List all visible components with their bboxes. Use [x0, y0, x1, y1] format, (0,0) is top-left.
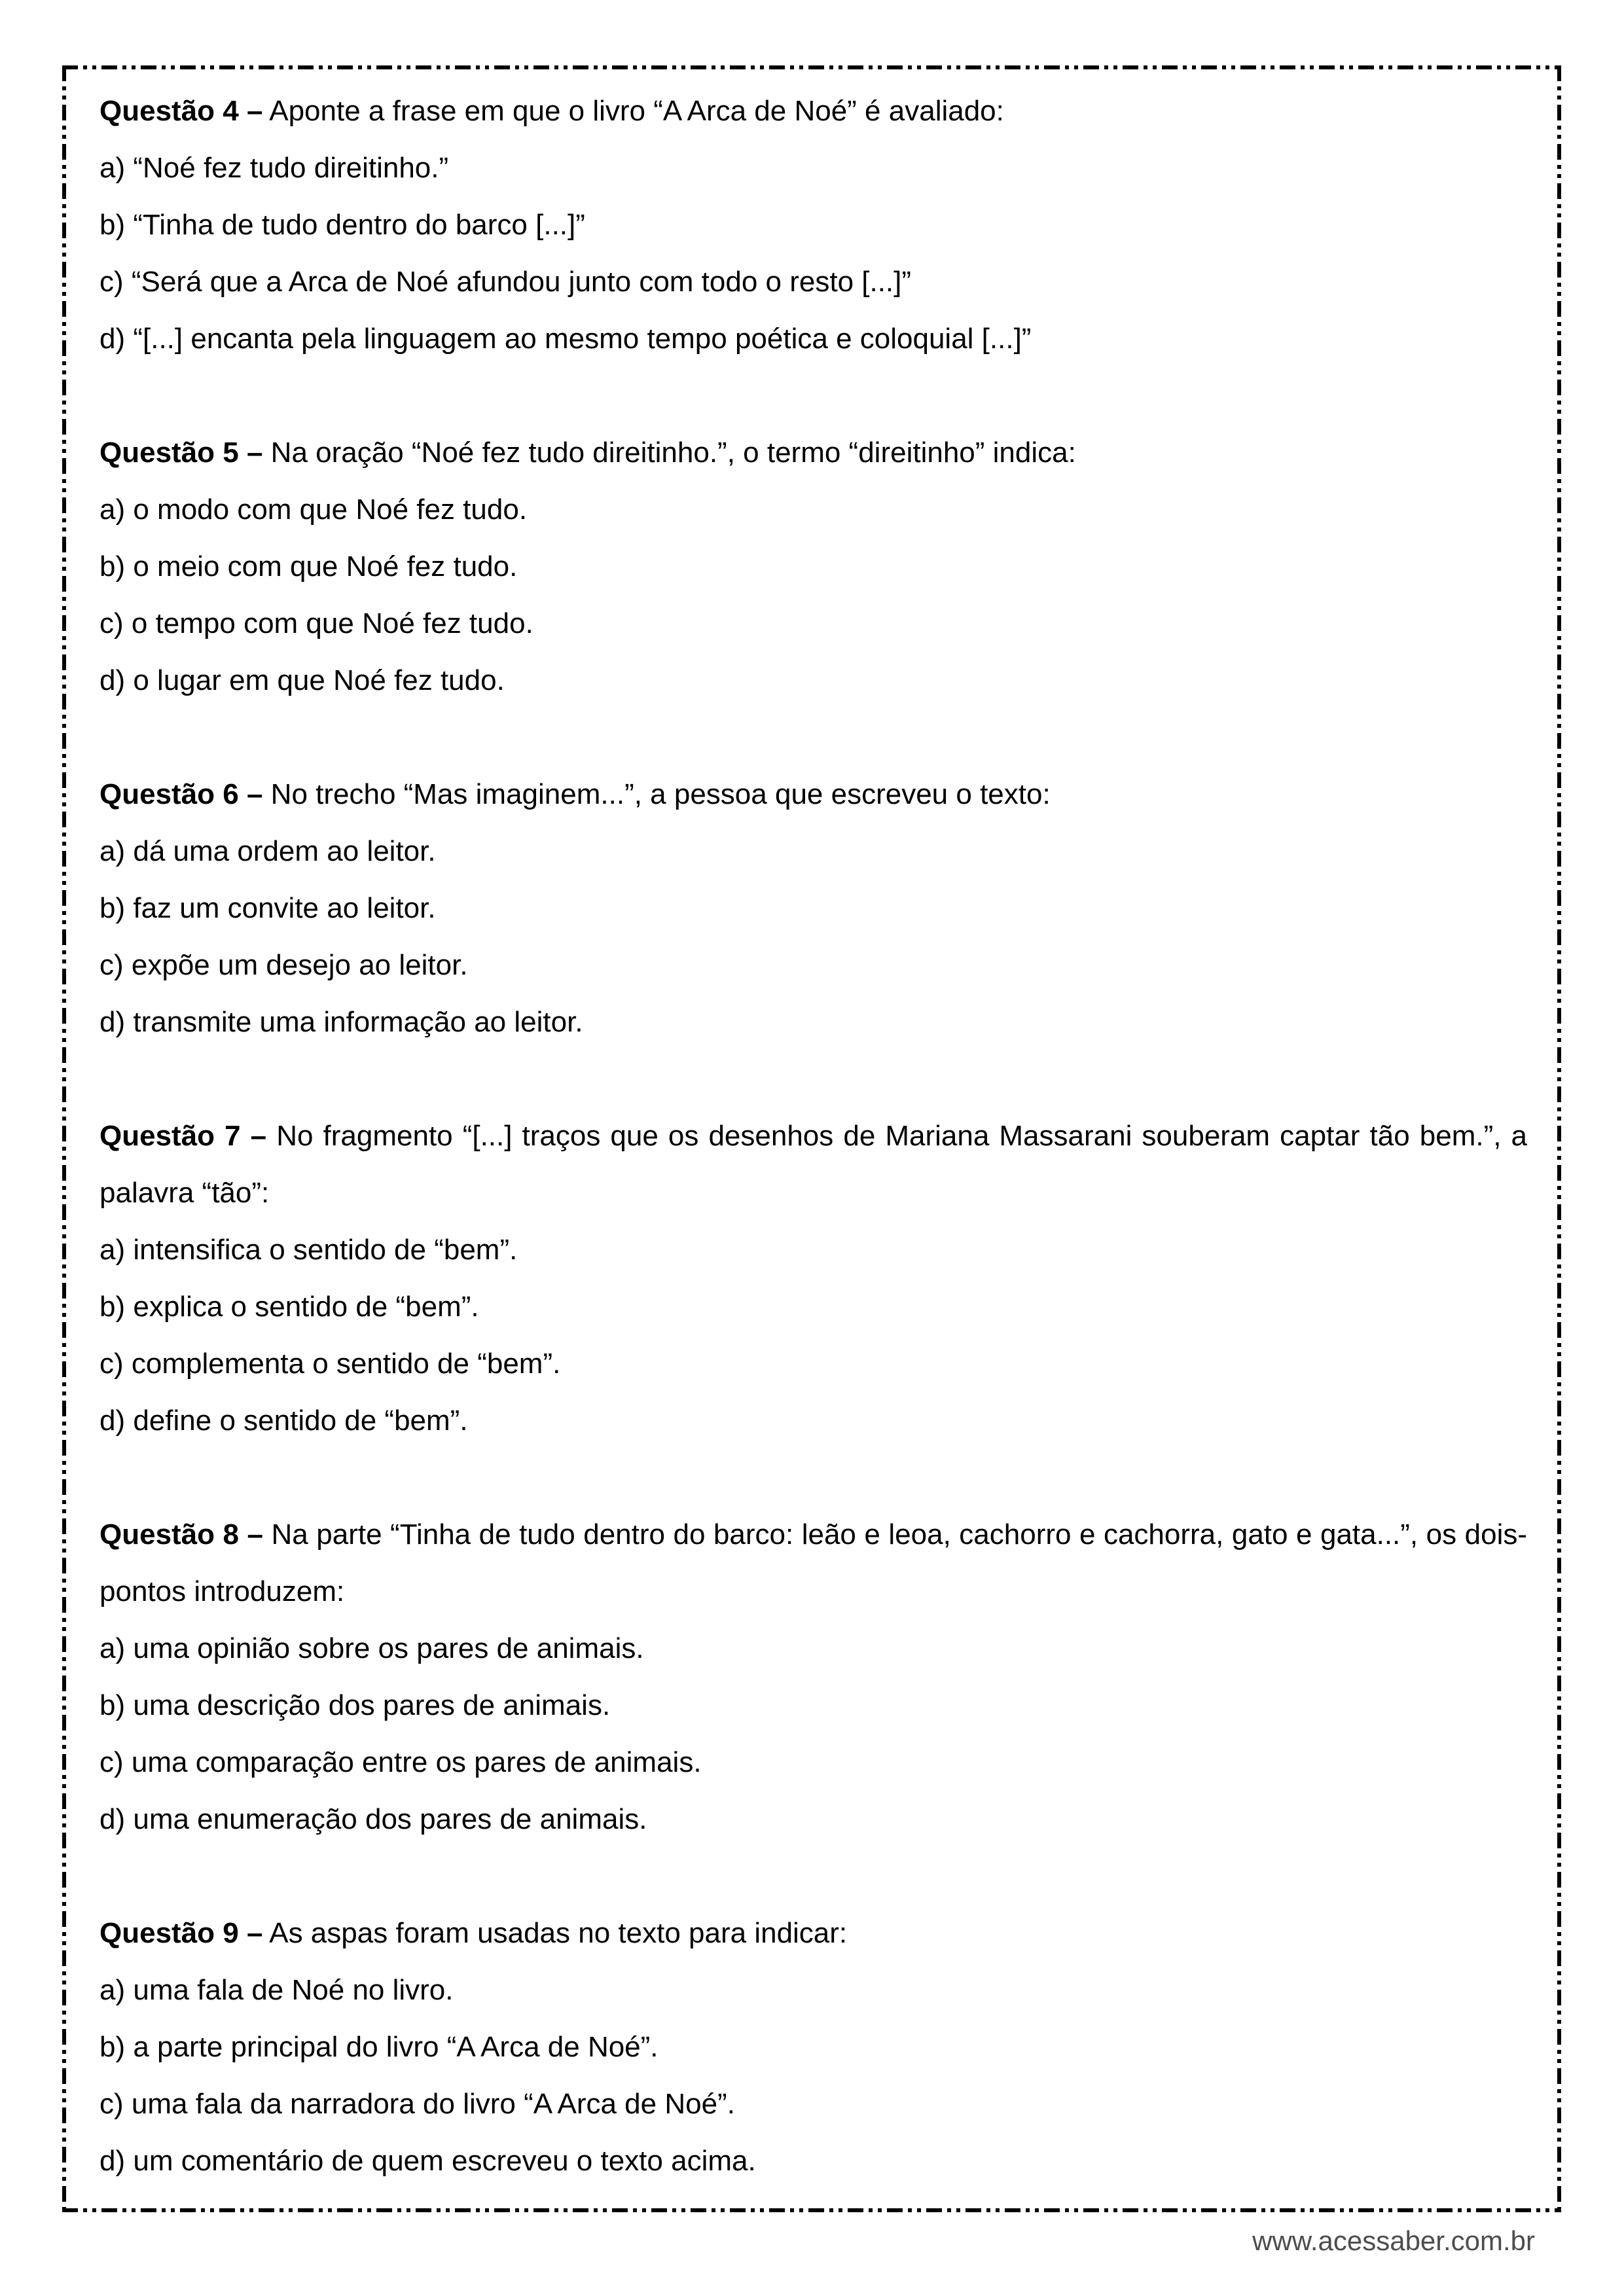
question-block-8: [99, 1506, 1527, 1848]
question-prompt: As aspas foram usadas no texto para indicar:: [269, 1917, 848, 1949]
question-prompt: Na oração “Noé fez tudo direitinho.”, o termo “direitinho” indica:: [270, 437, 1076, 469]
answer-option-a: a) intensifica o sentido de “bem”.: [99, 1234, 518, 1266]
question-prompt: Aponte a frase em que o livro “A Arca de Noé” é avaliado:: [269, 95, 1004, 127]
question-title: [99, 1905, 1527, 1962]
answer-option-a: a) dá uma ordem ao leitor.: [99, 835, 436, 867]
answer-option-d: d) o lugar em que Noé fez tudo.: [99, 664, 505, 696]
answer-option-c: c) “Será que a Arca de Noé afundou junto com todo o resto [...]”: [99, 266, 912, 298]
question-number-label: Questão 8 –: [99, 1518, 263, 1551]
question-prompt: No trecho “Mas imaginem...”, a pessoa que escreveu o texto:: [270, 778, 1051, 810]
answer-option-d: d) um comentário de quem escreveu o texto acima.: [99, 2145, 756, 2177]
answer-option-b: b) uma descrição dos pares de animais.: [99, 1689, 611, 1721]
question-block-7: [99, 1107, 1527, 1449]
answer-option-c: c) complementa o sentido de “bem”.: [99, 1348, 561, 1380]
answer-option-b: b) o meio com que Noé fez tudo.: [99, 550, 518, 583]
answer-option-d: d) transmite uma informação ao leitor.: [99, 1006, 583, 1038]
answer-option-a: a) o modo com que Noé fez tudo.: [99, 493, 528, 526]
worksheet-border: [62, 65, 1561, 2212]
question-number-label: Questão 9 –: [99, 1917, 263, 1949]
answer-option-d: d) define o sentido de “bem”.: [99, 1405, 468, 1437]
question-title: [99, 766, 1527, 823]
question-number-label: Questão 6 –: [99, 778, 263, 810]
answer-option-c: c) uma fala da narradora do livro “A Arca de Noé”.: [99, 2088, 735, 2120]
question-prompt: No fragmento “[...] traços que os desenhos de Mariana Massarani souberam captar tão bem.”, a palavra “tão”:: [99, 1120, 1527, 1209]
answer-option-a: a) uma opinião sobre os pares de animais.: [99, 1632, 644, 1664]
footer-url[interactable]: www.acessaber.com.br: [1252, 2225, 1535, 2256]
answer-option-d: d) uma enumeração dos pares de animais.: [99, 1803, 647, 1835]
answer-option-c: c) expõe um desejo ao leitor.: [99, 949, 468, 981]
questions-area: [62, 65, 1561, 2212]
answer-option-b: b) faz um convite ao leitor.: [99, 892, 436, 924]
question-number-label: Questão 5 –: [99, 437, 263, 469]
question-title: [99, 1107, 1527, 1221]
answer-option-b: b) “Tinha de tudo dentro do barco [...]”: [99, 209, 585, 241]
question-title: [99, 424, 1527, 481]
answer-option-a: a) uma fala de Noé no livro.: [99, 1974, 454, 2006]
question-block-9: [99, 1905, 1527, 2189]
question-block-4: [99, 82, 1527, 367]
answer-option-b: b) explica o sentido de “bem”.: [99, 1291, 479, 1323]
question-title: [99, 82, 1527, 139]
answer-option-c: c) o tempo com que Noé fez tudo.: [99, 607, 533, 639]
question-block-5: [99, 424, 1527, 709]
question-title: [99, 1506, 1527, 1620]
question-number-label: Questão 7 –: [99, 1120, 267, 1152]
question-prompt: Na parte “Tinha de tudo dentro do barco: leão e leoa, cachorro e cachorra, gato e gata...”, os dois-pontos introduzem:: [99, 1518, 1528, 1607]
question-number-label: Questão 4 –: [99, 95, 263, 127]
answer-option-d: d) “[...] encanta pela linguagem ao mesmo tempo poética e coloquial [...]”: [99, 323, 1032, 355]
answer-option-c: c) uma comparação entre os pares de animais.: [99, 1746, 702, 1778]
answer-option-a: a) “Noé fez tudo direitinho.”: [99, 152, 449, 184]
question-block-6: [99, 766, 1527, 1050]
answer-option-b: b) a parte principal do livro “A Arca de Noé”.: [99, 2031, 659, 2063]
